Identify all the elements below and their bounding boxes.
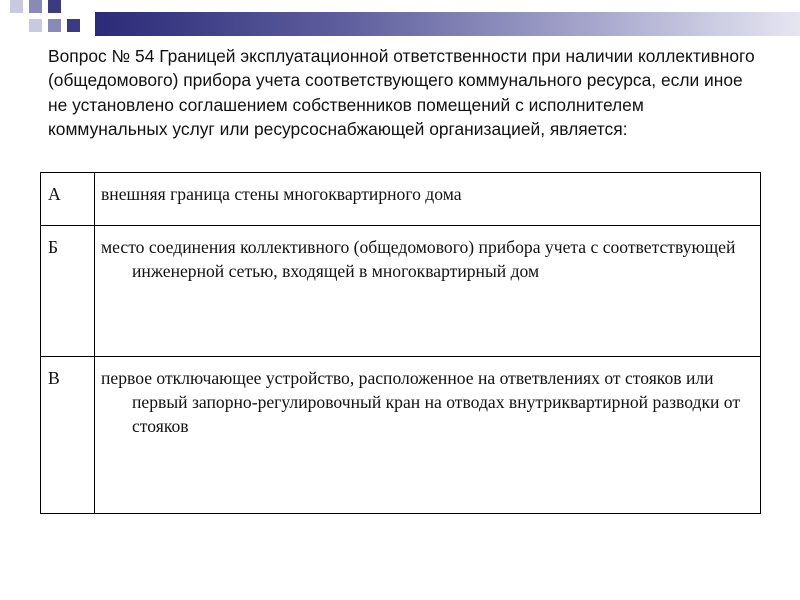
answer-row bbox=[41, 357, 761, 514]
decorative-square bbox=[48, 0, 61, 13]
answer-letter: Б bbox=[41, 226, 95, 357]
answer-letter: А bbox=[41, 173, 95, 226]
question-text: Вопрос № 54 Границей эксплуатационной ответственности при наличии коллективного (общедомового) прибора учета соответствующего коммунального ресурса, если иное не установлено соглашением собственников помещений с исполнителем коммунальных услуг или ресурсоснабжающей организацией, является: bbox=[48, 46, 755, 140]
gradient-band bbox=[95, 12, 800, 36]
decorative-square bbox=[29, 0, 42, 13]
answer-row bbox=[41, 173, 761, 226]
answer-text: первое отключающее устройство, расположенное на ответвлениях от стояков или первый запорно-регулировочный кран на отводах внутриквартирной разводки от стояков bbox=[95, 357, 761, 514]
decorative-header-band bbox=[0, 0, 800, 40]
decorative-square bbox=[10, 0, 23, 13]
decorative-square bbox=[29, 19, 42, 32]
answers-table bbox=[40, 172, 761, 514]
decorative-square bbox=[67, 19, 80, 32]
answer-text: место соединения коллективного (общедомового) прибора учета с соответствующей инженерной сетью, входящей в многоквартирный дом bbox=[95, 226, 761, 357]
decorative-square bbox=[48, 19, 61, 32]
answer-letter: В bbox=[41, 357, 95, 514]
answer-text: внешняя граница стены многоквартирного дома bbox=[95, 173, 761, 226]
answer-row bbox=[41, 226, 761, 357]
